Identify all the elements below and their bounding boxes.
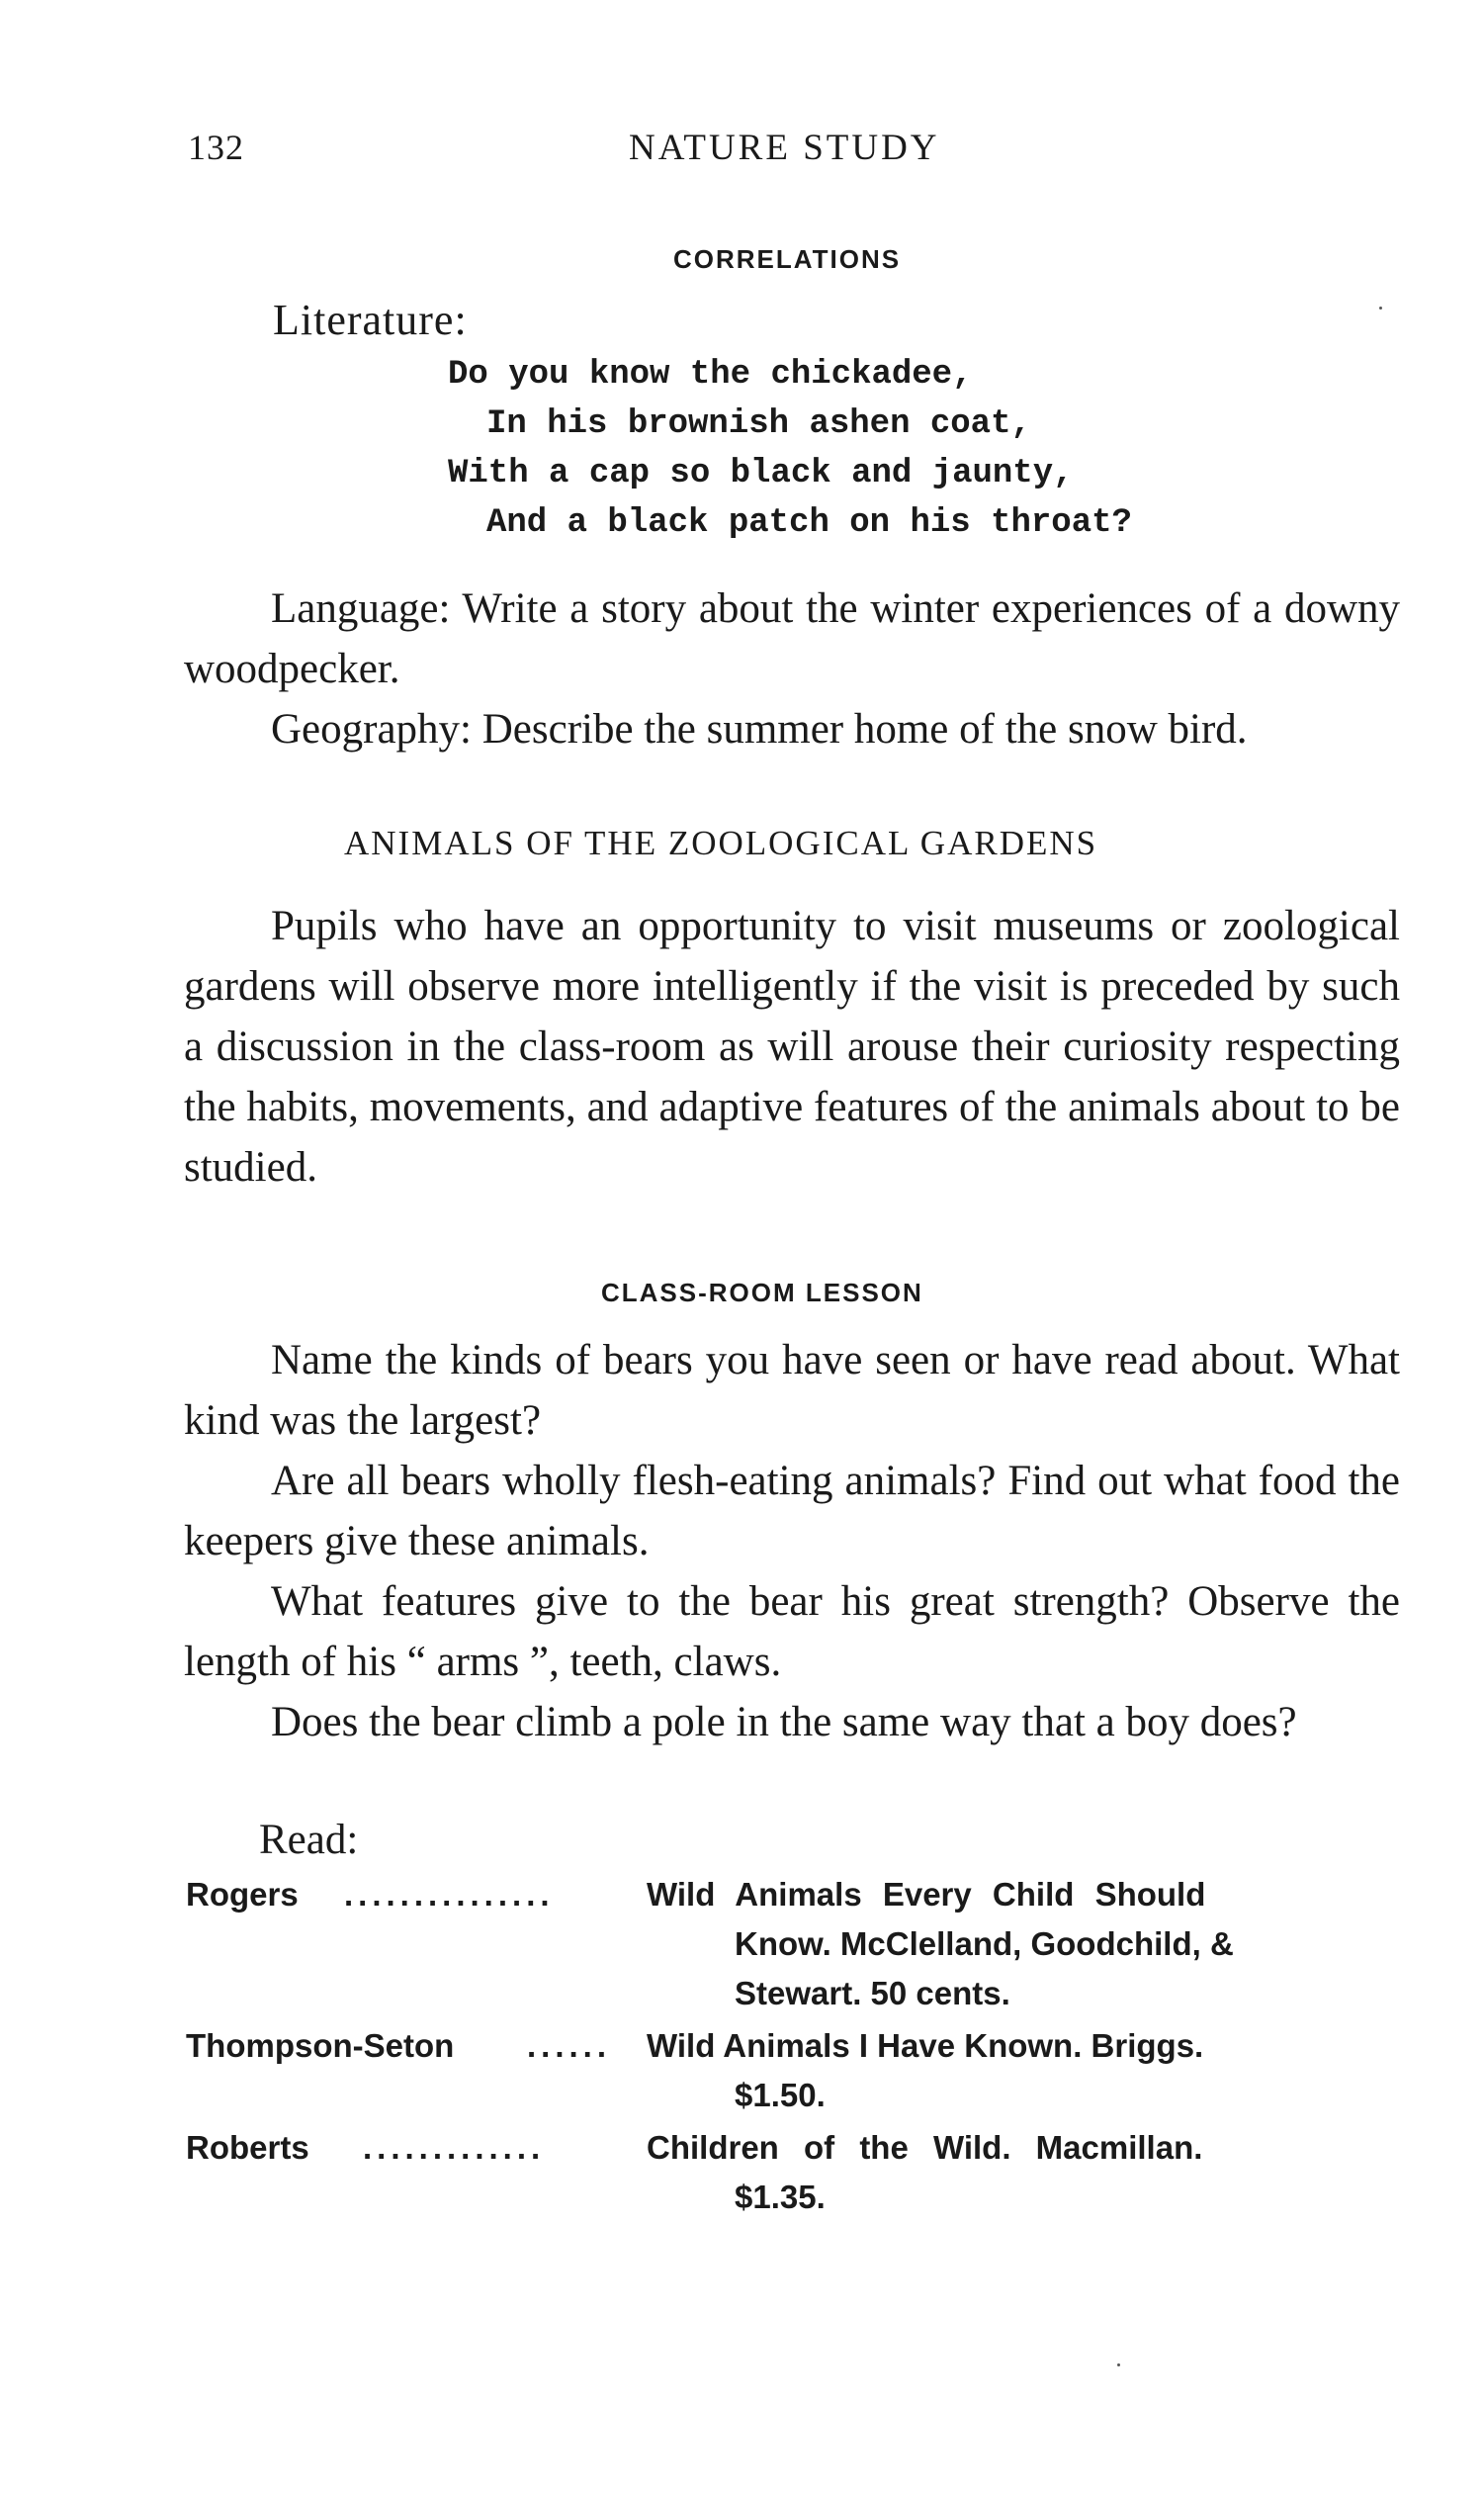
geography-paragraph: Geography: Describe the summer home of the snow bird.: [271, 706, 1248, 753]
print-speck: [1379, 307, 1382, 310]
reading-author: Roberts: [186, 2129, 309, 2166]
leader-dots: ......: [527, 2027, 612, 2064]
reading-title-line: $1.50.: [735, 2077, 826, 2113]
reading-author: Thompson-Seton: [186, 2027, 455, 2064]
correlations-heading: CORRELATIONS: [673, 244, 902, 274]
lesson-question: Does the bear climb a pole in the same way that a boy does?: [271, 1699, 1297, 1745]
reading-title-line: Children of the Wild. Macmillan.: [647, 2129, 1203, 2166]
zoo-heading: ANIMALS OF THE ZOOLOGICAL GARDENS: [344, 824, 1098, 862]
leader-dots: .............: [363, 2129, 546, 2166]
lesson-question: What features give to the bear his great strength? Observe the length of his “ arms ”, teeth, claws.: [184, 1578, 1400, 1685]
lesson-question: Name the kinds of bears you have seen or have read about. What kind was the largest?: [184, 1337, 1400, 1444]
reading-author: Rogers: [186, 1876, 299, 1913]
language-paragraph: Language: Write a story about the winter experiences of a downy woodpecker.: [184, 585, 1400, 692]
reading-title-line: Wild Animals I Have Known. Briggs.: [647, 2027, 1204, 2064]
zoo-intro-paragraph: Pupils who have an opportunity to visit museums or zoological gardens will observe more intelligently if the visit is preceded by such a discussion in the class-room as will arouse their curiosity respecting the habits, movements, and adaptive features of the animals about to be studied.: [184, 903, 1400, 1191]
lesson-question: Are all bears wholly flesh-eating animals? Find out what food the keepers give these animals.: [184, 1458, 1400, 1564]
lesson-heading: CLASS-ROOM LESSON: [601, 1278, 923, 1307]
reading-title-line: Wild Animals Every Child Should: [647, 1876, 1206, 1913]
reading-title-line: $1.35.: [735, 2179, 826, 2215]
page-number: 132: [188, 128, 244, 167]
read-label: Read:: [259, 1817, 359, 1863]
poem-line: And a black patch on his throat?: [486, 504, 1132, 542]
poem-line: In his brownish ashen coat,: [486, 405, 1031, 443]
reading-title-line: Know. McClelland, Goodchild, &: [735, 1925, 1234, 1962]
leader-dots: ...............: [344, 1876, 555, 1913]
running-title: NATURE STUDY: [629, 128, 940, 168]
poem-line: With a cap so black and jaunty,: [448, 455, 1074, 492]
poem-line: Do you know the chickadee,: [448, 356, 973, 394]
reading-title-line: Stewart. 50 cents.: [735, 1975, 1010, 2011]
print-speck: [1117, 2363, 1120, 2366]
literature-label: Literature:: [273, 296, 468, 344]
